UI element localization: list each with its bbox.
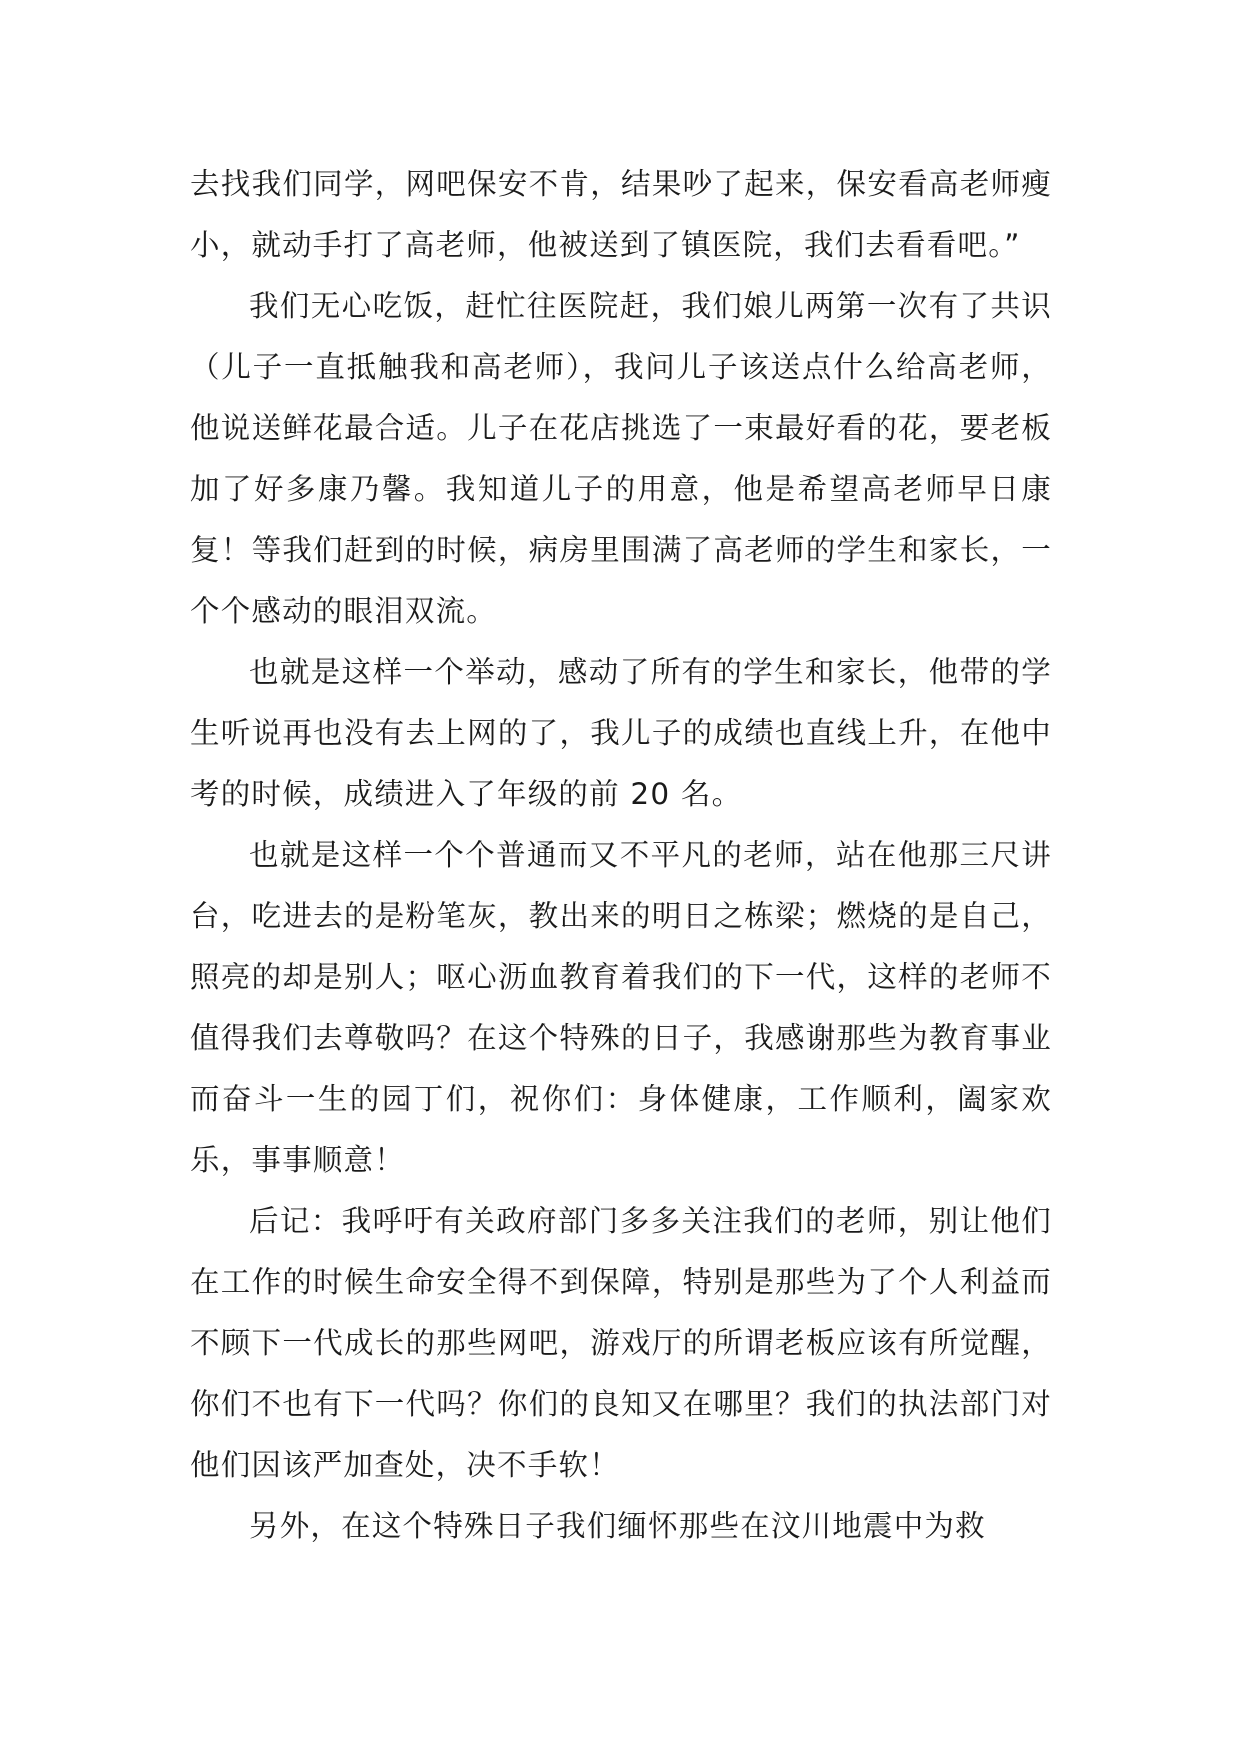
paragraph-1: 去找我们同学，网吧保安不肯，结果吵了起来，保安看高老师瘦小，就动手打了高老师，他被送到了镇医院，我们去看看吧。”	[190, 167, 1052, 262]
paragraph-3: 也就是这样一个举动，感动了所有的学生和家长，他带的学生听说再也没有去上网的了，我儿子的成绩也直线上升，在他中考的时候，成绩进入了年级的前 20 名。	[190, 655, 1052, 811]
paragraph-5: 后记：我呼吁有关政府部门多多关注我们的老师，别让他们在工作的时候生命安全得不到保障，特别是那些为了个人利益而不顾下一代成长的那些网吧，游戏厅的所谓老板应该有所觉醒，你们不也有下一代吗？你们的良知又在哪里？我们的执法部门对他们因该严加查处，决不手软！	[190, 1204, 1052, 1482]
paragraph-2: 我们无心吃饭，赶忙往医院赶，我们娘儿两第一次有了共识（儿子一直抵触我和高老师），我问儿子该送点什么给高老师，他说送鲜花最合适。儿子在花店挑选了一束最好看的花，要老板加了好多康乃馨。我知道儿子的用意，他是希望高老师早日康复！等我们赶到的时候，病房里围满了高老师的学生和家长，一个个感动的眼泪双流。	[190, 289, 1052, 628]
paragraph-6: 另外，在这个特殊日子我们缅怀那些在汶川地震中为救	[249, 1509, 986, 1543]
document-body	[190, 154, 1052, 1557]
paragraph-4: 也就是这样一个个普通而又不平凡的老师，站在他那三尺讲台，吃进去的是粉笔灰，教出来的明日之栋梁；燃烧的是自己，照亮的却是别人；呕心沥血教育着我们的下一代，这样的老师不值得我们去尊敬吗？在这个特殊的日子，我感谢那些为教育事业而奋斗一生的园丁们，祝你们：身体健康，工作顺利，阖家欢乐，事事顺意！	[190, 838, 1052, 1177]
